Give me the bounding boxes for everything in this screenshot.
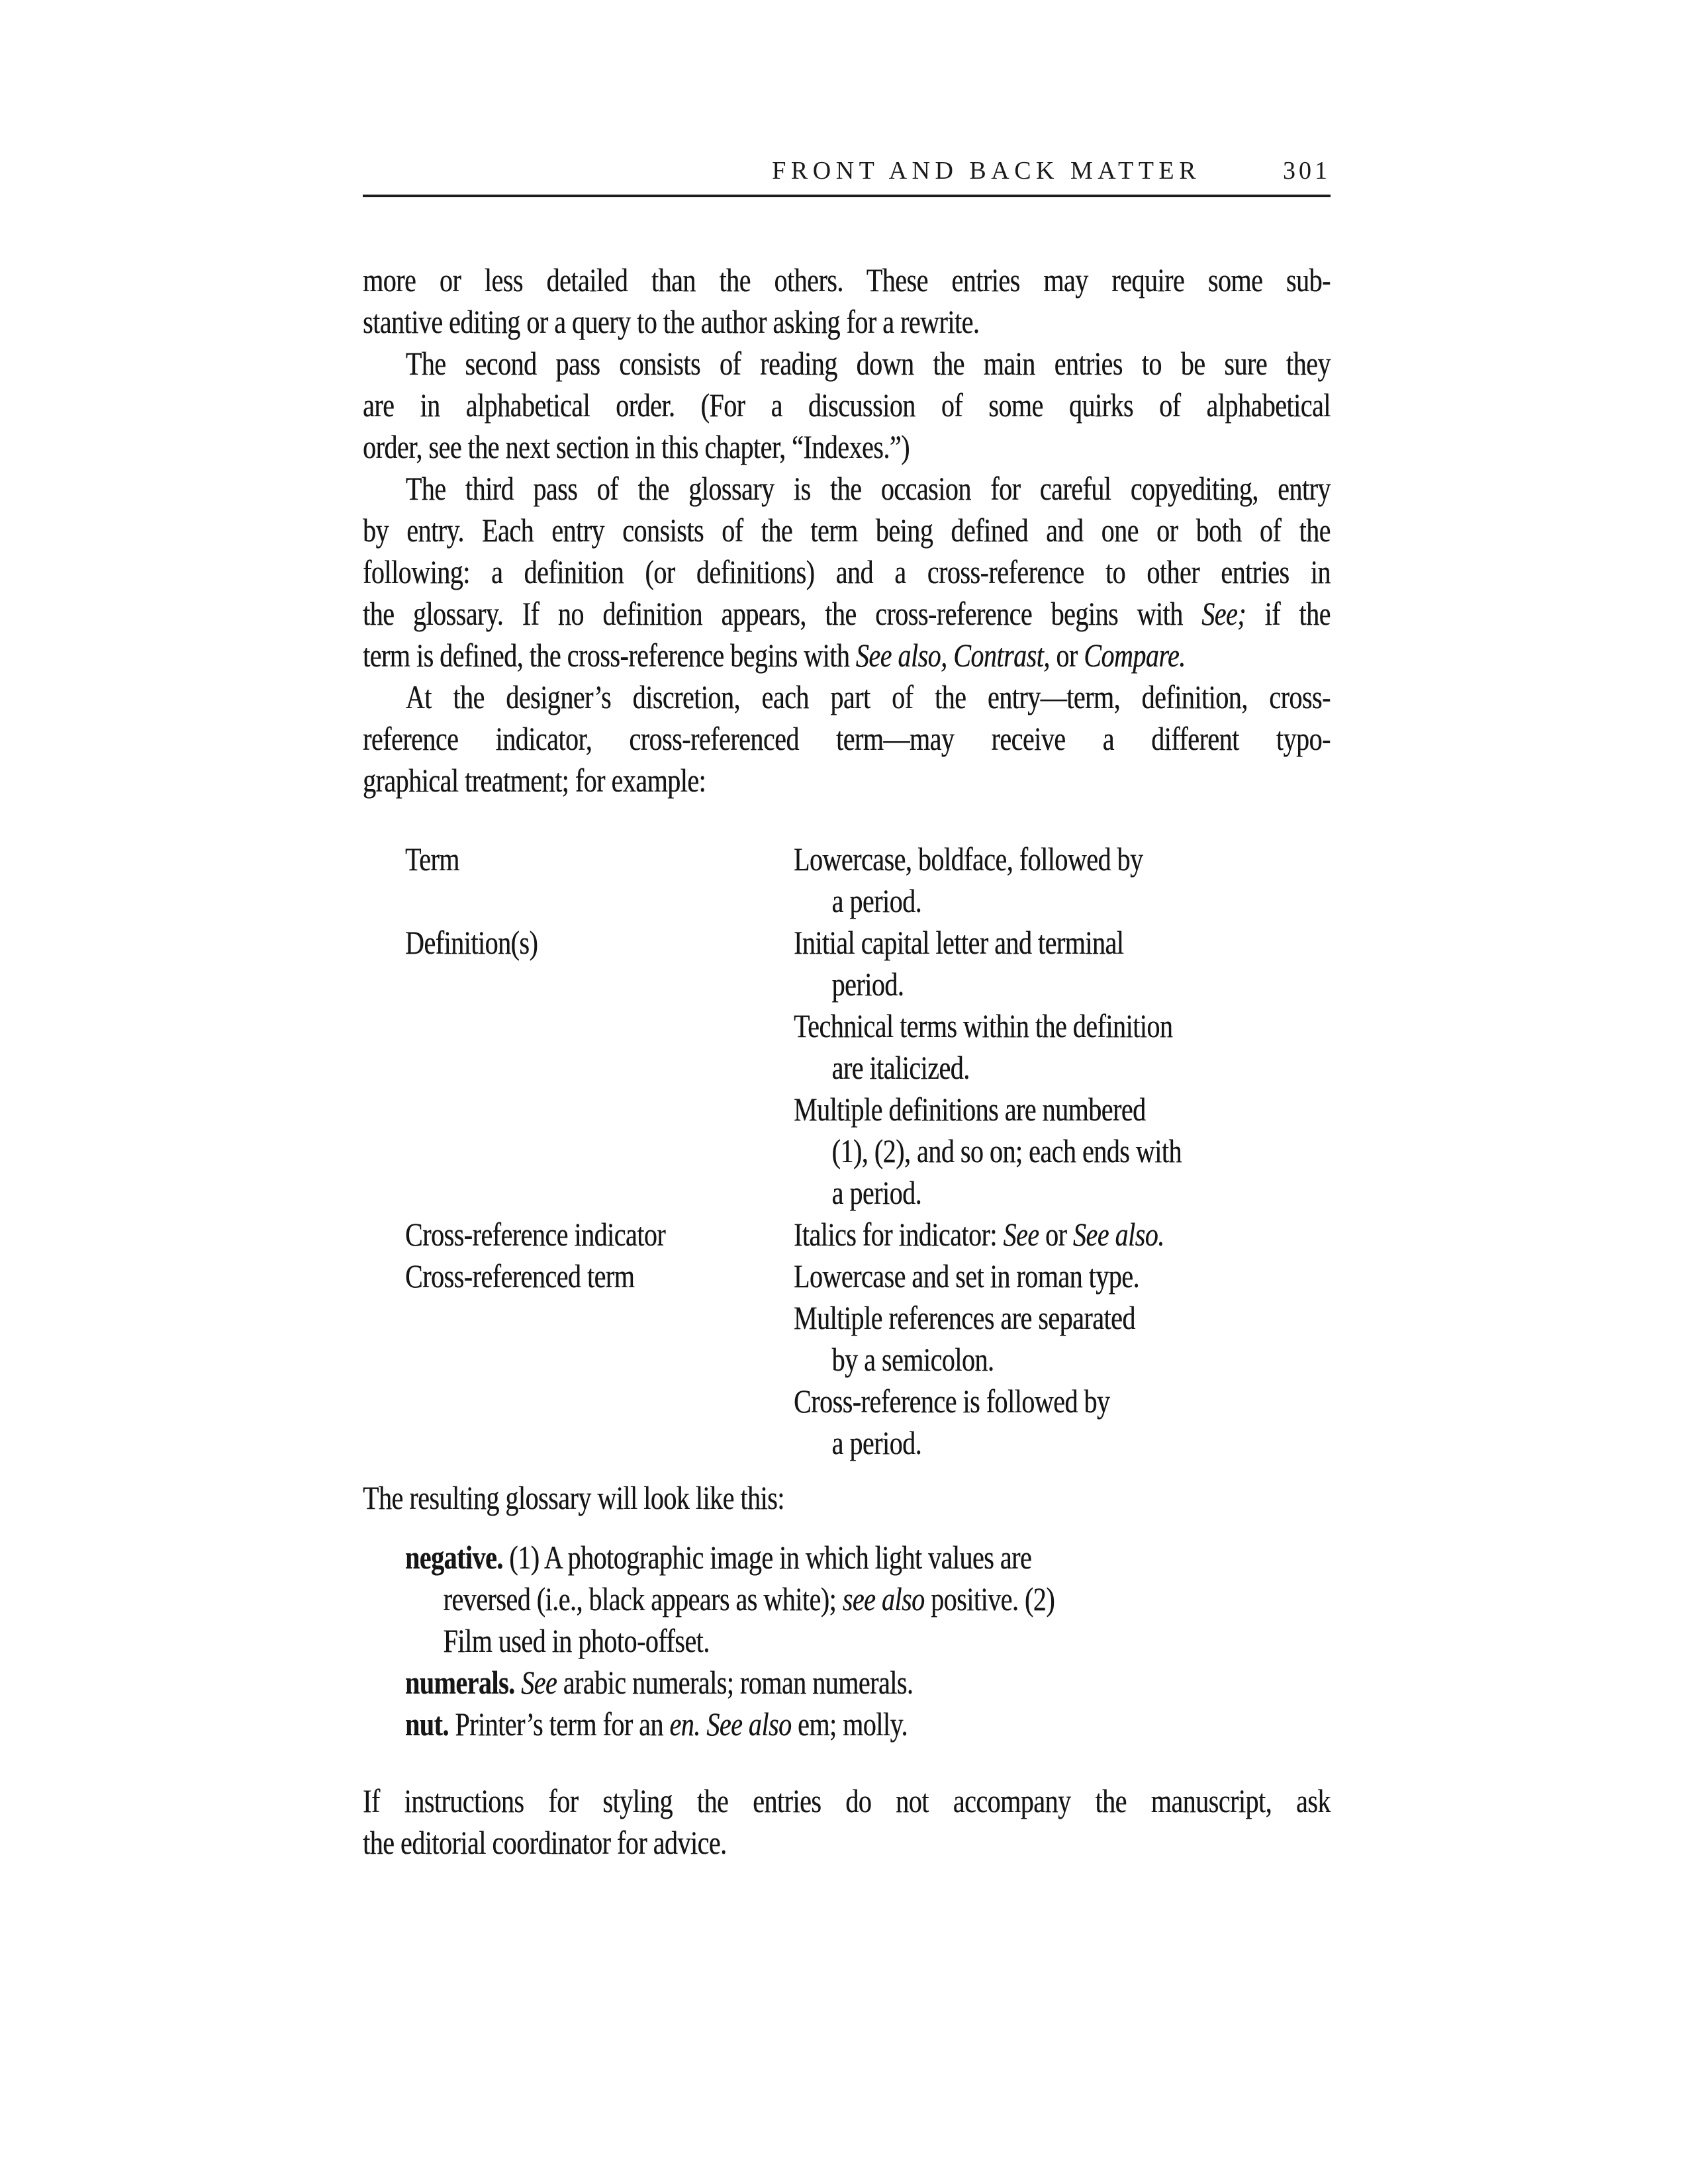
spec-definition-line [794, 1172, 1331, 1214]
text-run: At the designer’s discretion, each part of the entry—term, definition, cross- [405, 678, 1331, 715]
text-run: See [521, 1664, 557, 1701]
text-run: em; molly. [791, 1706, 908, 1743]
body-paragraphs [363, 259, 1331, 801]
text-run: Lowercase and set in roman type. [793, 1257, 1139, 1295]
running-header [363, 156, 1331, 185]
text-run: by a semicolon. [831, 1341, 994, 1378]
paragraph-line [363, 1780, 1331, 1822]
paragraph-line [363, 1822, 1331, 1864]
paragraph-line [363, 510, 1331, 551]
text-run: Definition(s) [404, 924, 538, 961]
text-run: numerals. [404, 1664, 515, 1701]
text-run: See; [1201, 595, 1246, 632]
spec-definition-line [794, 1089, 1331, 1130]
spec-definition-line [794, 964, 1331, 1005]
paragraph-line [363, 760, 1331, 801]
text-run: a period. [831, 882, 922, 919]
paragraph-line [363, 426, 1331, 468]
text-run: Initial capital letter and terminal [793, 924, 1124, 961]
spec-definition-line [794, 1297, 1331, 1339]
text-run: Cross-reference is followed by [793, 1383, 1110, 1420]
text-block [363, 0, 1331, 1864]
spec-definition-line [794, 1381, 1331, 1422]
body-paragraph [363, 468, 1331, 676]
text-run: Lowercase, boldface, followed by [793, 841, 1143, 878]
glossary-spec-table [405, 839, 1331, 1464]
text-run: Multiple definitions are numbered [793, 1091, 1146, 1128]
text-run: Film used in photo-offset. [443, 1622, 710, 1659]
paragraph-line [363, 301, 1331, 343]
text-run: the glossary. If no definition appears, the cross-reference begins with [363, 595, 1202, 632]
text-run: See also [706, 1706, 792, 1743]
spec-definition [794, 1255, 1331, 1464]
glossary-example-block [405, 1537, 1331, 1745]
text-run: Technical terms within the definition [793, 1007, 1173, 1044]
paragraph-line [363, 343, 1331, 385]
body-paragraph [363, 343, 1331, 468]
text-run: if the [1246, 595, 1331, 632]
text-run [515, 1664, 522, 1701]
glossary-entry-line [405, 1620, 1331, 1662]
header-rule [363, 195, 1331, 197]
spec-definition-line [794, 1255, 1331, 1297]
text-run: arabic numerals; roman numerals. [557, 1664, 914, 1701]
text-run: If instructions for styling the entries do not accompany the manuscript, ask [363, 1782, 1331, 1819]
text-run: The resulting glossary will look like this: [363, 1479, 784, 1516]
spec-definition [794, 839, 1331, 922]
text-run: The third pass of the glossary is the occasion for careful copyediting, entry [405, 470, 1331, 507]
page-body [363, 259, 1331, 1864]
spec-row [405, 839, 1331, 922]
text-run: or [1049, 637, 1084, 674]
spec-definition-line [794, 1339, 1331, 1381]
spec-definition-line [794, 1214, 1331, 1255]
paragraph-line [363, 593, 1331, 635]
spec-definition-line [794, 880, 1331, 922]
text-run: Term [404, 841, 459, 878]
glossary-entry [405, 1662, 1331, 1704]
spec-definition [794, 922, 1331, 1214]
text-run: a period. [831, 1424, 922, 1461]
text-run: following: a definition (or definitions) and a cross-reference to other entries in [363, 553, 1331, 590]
spec-term [405, 922, 794, 1214]
paragraph-line [363, 718, 1331, 760]
text-run: or [1039, 1216, 1073, 1253]
glossary-entry [405, 1704, 1331, 1745]
closing-paragraph [363, 1780, 1331, 1864]
spec-definition-line [794, 1130, 1331, 1172]
text-run: See also, Contrast, [855, 637, 1050, 674]
text-run: period. [831, 966, 904, 1003]
text-run: Multiple references are separated [793, 1299, 1135, 1336]
text-run: (1), (2), and so on; each ends with [831, 1132, 1182, 1169]
body-paragraph [363, 259, 1331, 343]
paragraph-line [363, 551, 1331, 593]
text-run: The second pass consists of reading down the main entries to be sure they [405, 345, 1331, 382]
glossary-entry [405, 1537, 1331, 1662]
spec-definition-line [794, 839, 1331, 880]
text-run: by entry. Each entry consists of the term being defined and one or both of the [363, 512, 1331, 549]
glossary-entry-line [405, 1537, 1331, 1578]
glossary-entry-line [405, 1704, 1331, 1745]
text-run [700, 1706, 707, 1743]
spec-row [405, 1214, 1331, 1255]
text-run: term is defined, the cross-reference begins with [363, 637, 856, 674]
glossary-intro-paragraph [363, 1477, 1331, 1519]
text-run: order, see the next section in this chapter, “Indexes.”) [363, 428, 910, 465]
spec-definition [794, 1214, 1331, 1255]
text-run: stantive editing or a query to the author asking for a rewrite. [363, 303, 980, 340]
text-run: Printer’s term for an [448, 1706, 670, 1743]
text-run: more or less detailed than the others. These entries may require some sub- [363, 261, 1331, 298]
spec-term [405, 1214, 794, 1255]
spec-row [405, 922, 1331, 1214]
paragraph-line [363, 385, 1331, 426]
body-paragraph [363, 676, 1331, 801]
text-run: Compare. [1084, 637, 1186, 674]
paragraph-line [363, 635, 1331, 676]
paragraph-line [363, 468, 1331, 510]
text-run: nut. [404, 1706, 449, 1743]
glossary-entry-line [405, 1578, 1331, 1620]
running-head-title: FRONT AND BACK MATTER [772, 157, 1201, 185]
spec-definition-line [794, 1005, 1331, 1047]
text-run: Cross-referenced term [404, 1257, 635, 1295]
page-number: 301 [1283, 157, 1331, 185]
text-run: are in alphabetical order. (For a discussion of some quirks of alphabetical [363, 387, 1331, 424]
text-run: en. [669, 1706, 700, 1743]
text-run: reference indicator, cross-referenced term—may receive a different typo- [363, 720, 1331, 757]
paragraph-line [363, 676, 1331, 718]
text-run: a period. [831, 1174, 922, 1211]
text-run: are italicized. [831, 1049, 970, 1086]
text-run: Italics for indicator: [793, 1216, 1004, 1253]
glossary-entry-line [405, 1662, 1331, 1704]
text-run: See [1003, 1216, 1039, 1253]
text-run: positive. (2) [924, 1580, 1055, 1617]
spec-definition-line [794, 922, 1331, 964]
text-run: the editorial coordinator for advice. [363, 1824, 727, 1861]
spec-term [405, 1255, 794, 1464]
text-run: see also [842, 1580, 925, 1617]
text-run: See also. [1072, 1216, 1164, 1253]
paragraph-line [363, 259, 1331, 301]
paragraph-line [363, 1477, 1331, 1519]
spec-row [405, 1255, 1331, 1464]
text-run: graphical treatment; for example: [363, 762, 706, 799]
text-run: Cross-reference indicator [404, 1216, 666, 1253]
text-run: reversed (i.e., black appears as white); [443, 1580, 843, 1617]
spec-definition-line [794, 1047, 1331, 1089]
spec-definition-line [794, 1422, 1331, 1464]
spec-term [405, 839, 794, 922]
text-run: negative. [404, 1539, 503, 1576]
text-run: (1) A photographic image in which light values are [502, 1539, 1032, 1576]
